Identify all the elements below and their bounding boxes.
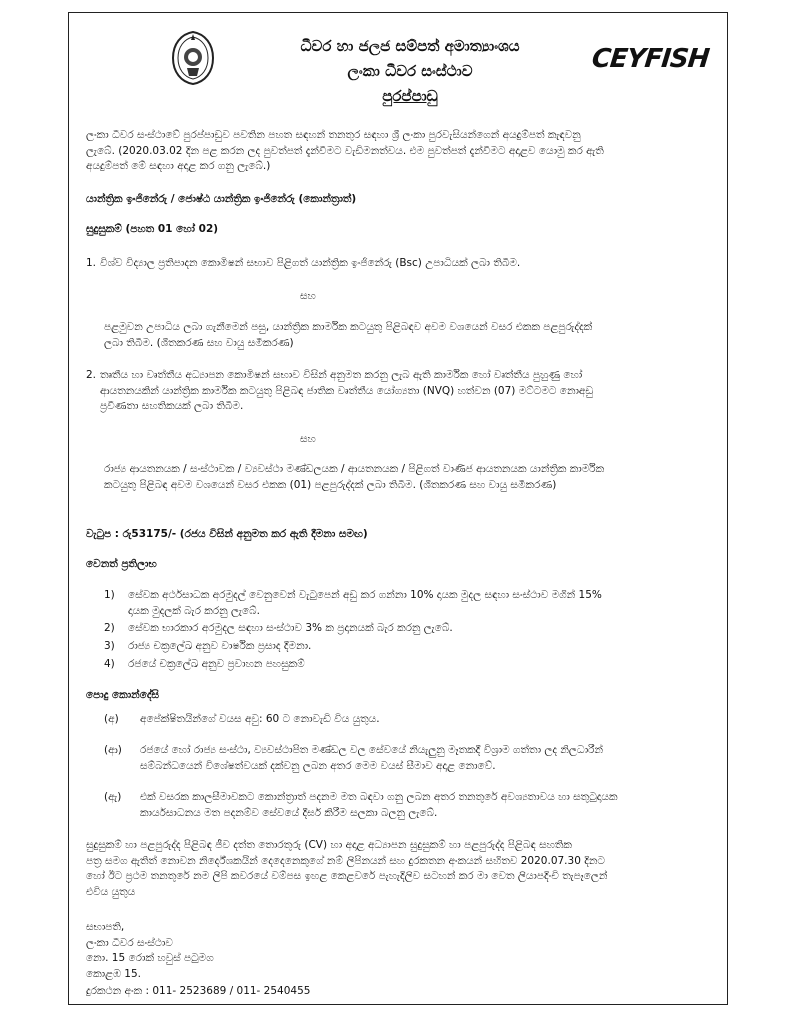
condition-item — [140, 790, 714, 821]
benefit-number: 4) — [104, 658, 115, 670]
text-line: හෝ ඊට ප්‍රථම තනතුරේ නම ලිපි කවරයේ වම්පස ඉහළ කෙළවරේ පැහැදිලිව සටහන් කර මා වෙත ලියාපදිංචි තැපෑලෙන් — [86, 870, 608, 882]
text-line: ලබා තිබීම. (ශීතකරණ සහ වායු සමීකරණ) — [104, 336, 294, 349]
application-instructions — [86, 838, 716, 900]
benefits-heading: වෙනත් ප්‍රතිලාභ — [86, 558, 157, 570]
benefit-number: 3) — [104, 640, 115, 652]
state-emblem-icon — [169, 30, 217, 86]
text-line: රජයේ හෝ රාජ්‍ය සංස්ථා, ව්‍යවස්ථාපිත මණ්ඩල වල සේවයේ නියැලුනු මෑතකදී විශ්‍රාම ගත්තා ලද නිලධාරීන් — [140, 744, 604, 756]
qualification-1: විශ්ව විද්‍යාල ප්‍රතිපාදන කොමිෂන් සභාව පිළිගත් යාන්ත්‍රික ඉංජිනේරු (Bsc) උපාධියක් ලබා තිබීම. — [100, 257, 521, 269]
text-line: කටයුතු පිළිබඳ අවම වශයෙන් වසර එකක (01) පළපුරුද්දක් ලබා තිබීම. (ශීතකරණ සහ වායු සමීකරණ) — [104, 478, 557, 491]
ministry-name: ධීවර හා ජලජ සම්පත් අමාත්‍යාංශය — [300, 37, 520, 55]
signature-block — [86, 920, 214, 982]
letterhead — [220, 34, 600, 109]
benefit-number: 2) — [104, 622, 115, 634]
text-line: සුදුසුකම් හා පළපුරුද්ද පිළිබඳ ජීව දත්ත තොරතුරු (CV) හා අදාළ අධ්‍යාපන සුදුසුකම් හා පළපුරුද්ද පිළිබඳ සහතික — [86, 839, 572, 851]
text-line: රාජ්‍ය ආයතනයක / සංස්ථාවක / ව්‍යවස්ථා මණ්ඩලයක / ආයතනයක / පිළිගත් වාණිජ ආයතනයක යාන්ත්‍රික කාර්මික — [104, 463, 605, 475]
text-line: දායක මුදලක් බැර කරනු ලැබේ. — [128, 604, 260, 617]
and-connector: සහ — [300, 433, 316, 445]
text-line: කාර්යසාධනය මත පදනම්ව සේවයේ දීර්ඝ කිරීම සලකා බලනු ලැබේ. — [140, 806, 438, 819]
phone-numbers: දුරකථන අංක : 011- 2523689 / 011- 2540455 — [86, 985, 311, 997]
text-line: එක් වසරක කාලසීමාවකට කොන්ත්‍රාත් පදනම මත බඳවා ගනු ලබන අතර තනතුරේ අවශ්‍යතාවය හා සතුටුදායක — [140, 791, 618, 803]
intro-paragraph — [86, 128, 716, 175]
ceyfish-logo: CEYFISH — [590, 44, 711, 74]
text-line: සම්බන්ධයෙන් විශේෂත්වයක් දක්වනු ලබන අතර මෙම වයස් සීමාව අදාළ නොවේ. — [140, 759, 496, 772]
intro-line: ලංකා ධීවර සංස්ථාවේ පුරප්පාඩුව පවතින පහත සඳහන් තනතුර සඳහා ශ්‍රී ලංකා පුරවැසියන්ගෙන් අයදුම්පත් කැඳවනු — [86, 129, 581, 141]
condition-item: අපේක්ෂිතයින්ගේ වයස අවු: 60 ට නොවැඩි විය යුතුය. — [140, 713, 380, 725]
and-connector: සහ — [300, 290, 316, 302]
qualifications-heading: සුදුසුකම් (පහත 01 හෝ 02) — [86, 223, 219, 235]
qualification-1-number: 1. — [86, 257, 97, 269]
text-line: එවිය යුතුය — [86, 885, 136, 898]
condition-number: (ආ) — [104, 744, 122, 756]
condition-item — [140, 743, 714, 774]
condition-number: (ඇ) — [104, 791, 122, 803]
corporation-name: ලංකා ධීවර සංස්ථාව — [347, 62, 473, 80]
address-line: කොළඹ 15. — [86, 967, 141, 980]
signatory-title: සභාපති, — [86, 921, 125, 933]
conditions-heading: පොදු කොන්දේසි — [86, 689, 160, 701]
intro-line: ලැබේ. (2020.03.02 දින පළ කරන ලද පුවත්පත් දැන්වීමට වැඩිමනත්වය. එම පුවත්පත් දැන්වීමට අදාළව යොමු කර ඇති — [86, 144, 604, 157]
qualification-2-experience — [104, 462, 712, 493]
address-line: ලංකා ධීවර සංස්ථාව — [86, 936, 173, 949]
text-line: පත්‍ර සමග ඇතිත් නොවන නිර්දේශකයින් දෙදෙනෙකුගේ නම් ලිපිනයන් සහ දුරකතන අංකයන් සහිතව 2020.07.30 දිනට — [86, 854, 605, 867]
text-line: තෘතීය හා වෘත්තීය අධ්‍යාපන කොමිෂන් සභාව විසින් අනුමත කරනු ලැබ ඇති කාර්මික හෝ වෘත්තීය පුහුණු හෝ — [100, 369, 583, 381]
condition-number: (අ) — [104, 713, 119, 725]
qualification-2-number: 2. — [86, 369, 97, 381]
intro-line: අයදුම්පත් මේ සඳහා අදාළ කර ගනු ලැබේ.) — [86, 160, 271, 172]
qualification-2 — [100, 368, 712, 415]
qualification-1-experience — [104, 320, 710, 351]
benefit-number: 1) — [104, 589, 115, 601]
benefit-item: සේවක භාරකාර අරමුදල සඳහා සංස්ථාව 3% ක ප්‍රදානයක් බැර කරනු ලැබේ. — [128, 622, 453, 634]
text-line: ප්‍රවීණතා සහතිකයක් ලබා තිබීම. — [100, 400, 244, 412]
address-line: නො. 15 රොක් හවුස් පටුමග — [86, 952, 214, 964]
salary-line: වැටුප : රු53175/- (රජය විසින් අනුමත කර ඇති දීමනා සමඟ) — [86, 528, 368, 540]
vacancies-title: පුරප්පාඩු — [382, 87, 438, 105]
benefit-item: රජයේ චක්‍රලේඛ අනුව ප්‍රවාහන පහසුකම් — [128, 658, 305, 670]
text-line: ආයතනයකින් යාන්ත්‍රික කාර්මික කටයුතු පිළිබඳ ජාතික වෘත්තීය යෝග්‍යතා (NVQ) හත්වන (07) මට්ටමට නොඅඩු — [100, 384, 594, 397]
benefit-item: රාජ්‍ය චක්‍රලේඛ අනුව වාර්ෂික ප්‍රසාද දීමනා. — [128, 640, 312, 652]
text-line: සේවක අර්ථසාධක අරමුදල් වෙනුවෙන් වැටුපෙන් අඩු කර ගන්නා 10% දායක මුදල සඳහා සංස්ථාව මගින් 15% — [128, 589, 602, 601]
position-title: යාන්ත්‍රික ඉංජිනේරු / ජොෂ්ඨ යාන්ත්‍රික ඉංජිනේරු (කොන්ත්‍රාත්) — [86, 193, 357, 205]
benefit-item — [128, 588, 712, 619]
text-line: පළමුවන උපාධිය ලබා ගැනීමෙන් පසු, යාන්ත්‍රික කාර්මික කටයුතු පිළිබඳව අවම වශයෙන් වසර එකක පළපුරුද්දක් — [104, 321, 593, 333]
